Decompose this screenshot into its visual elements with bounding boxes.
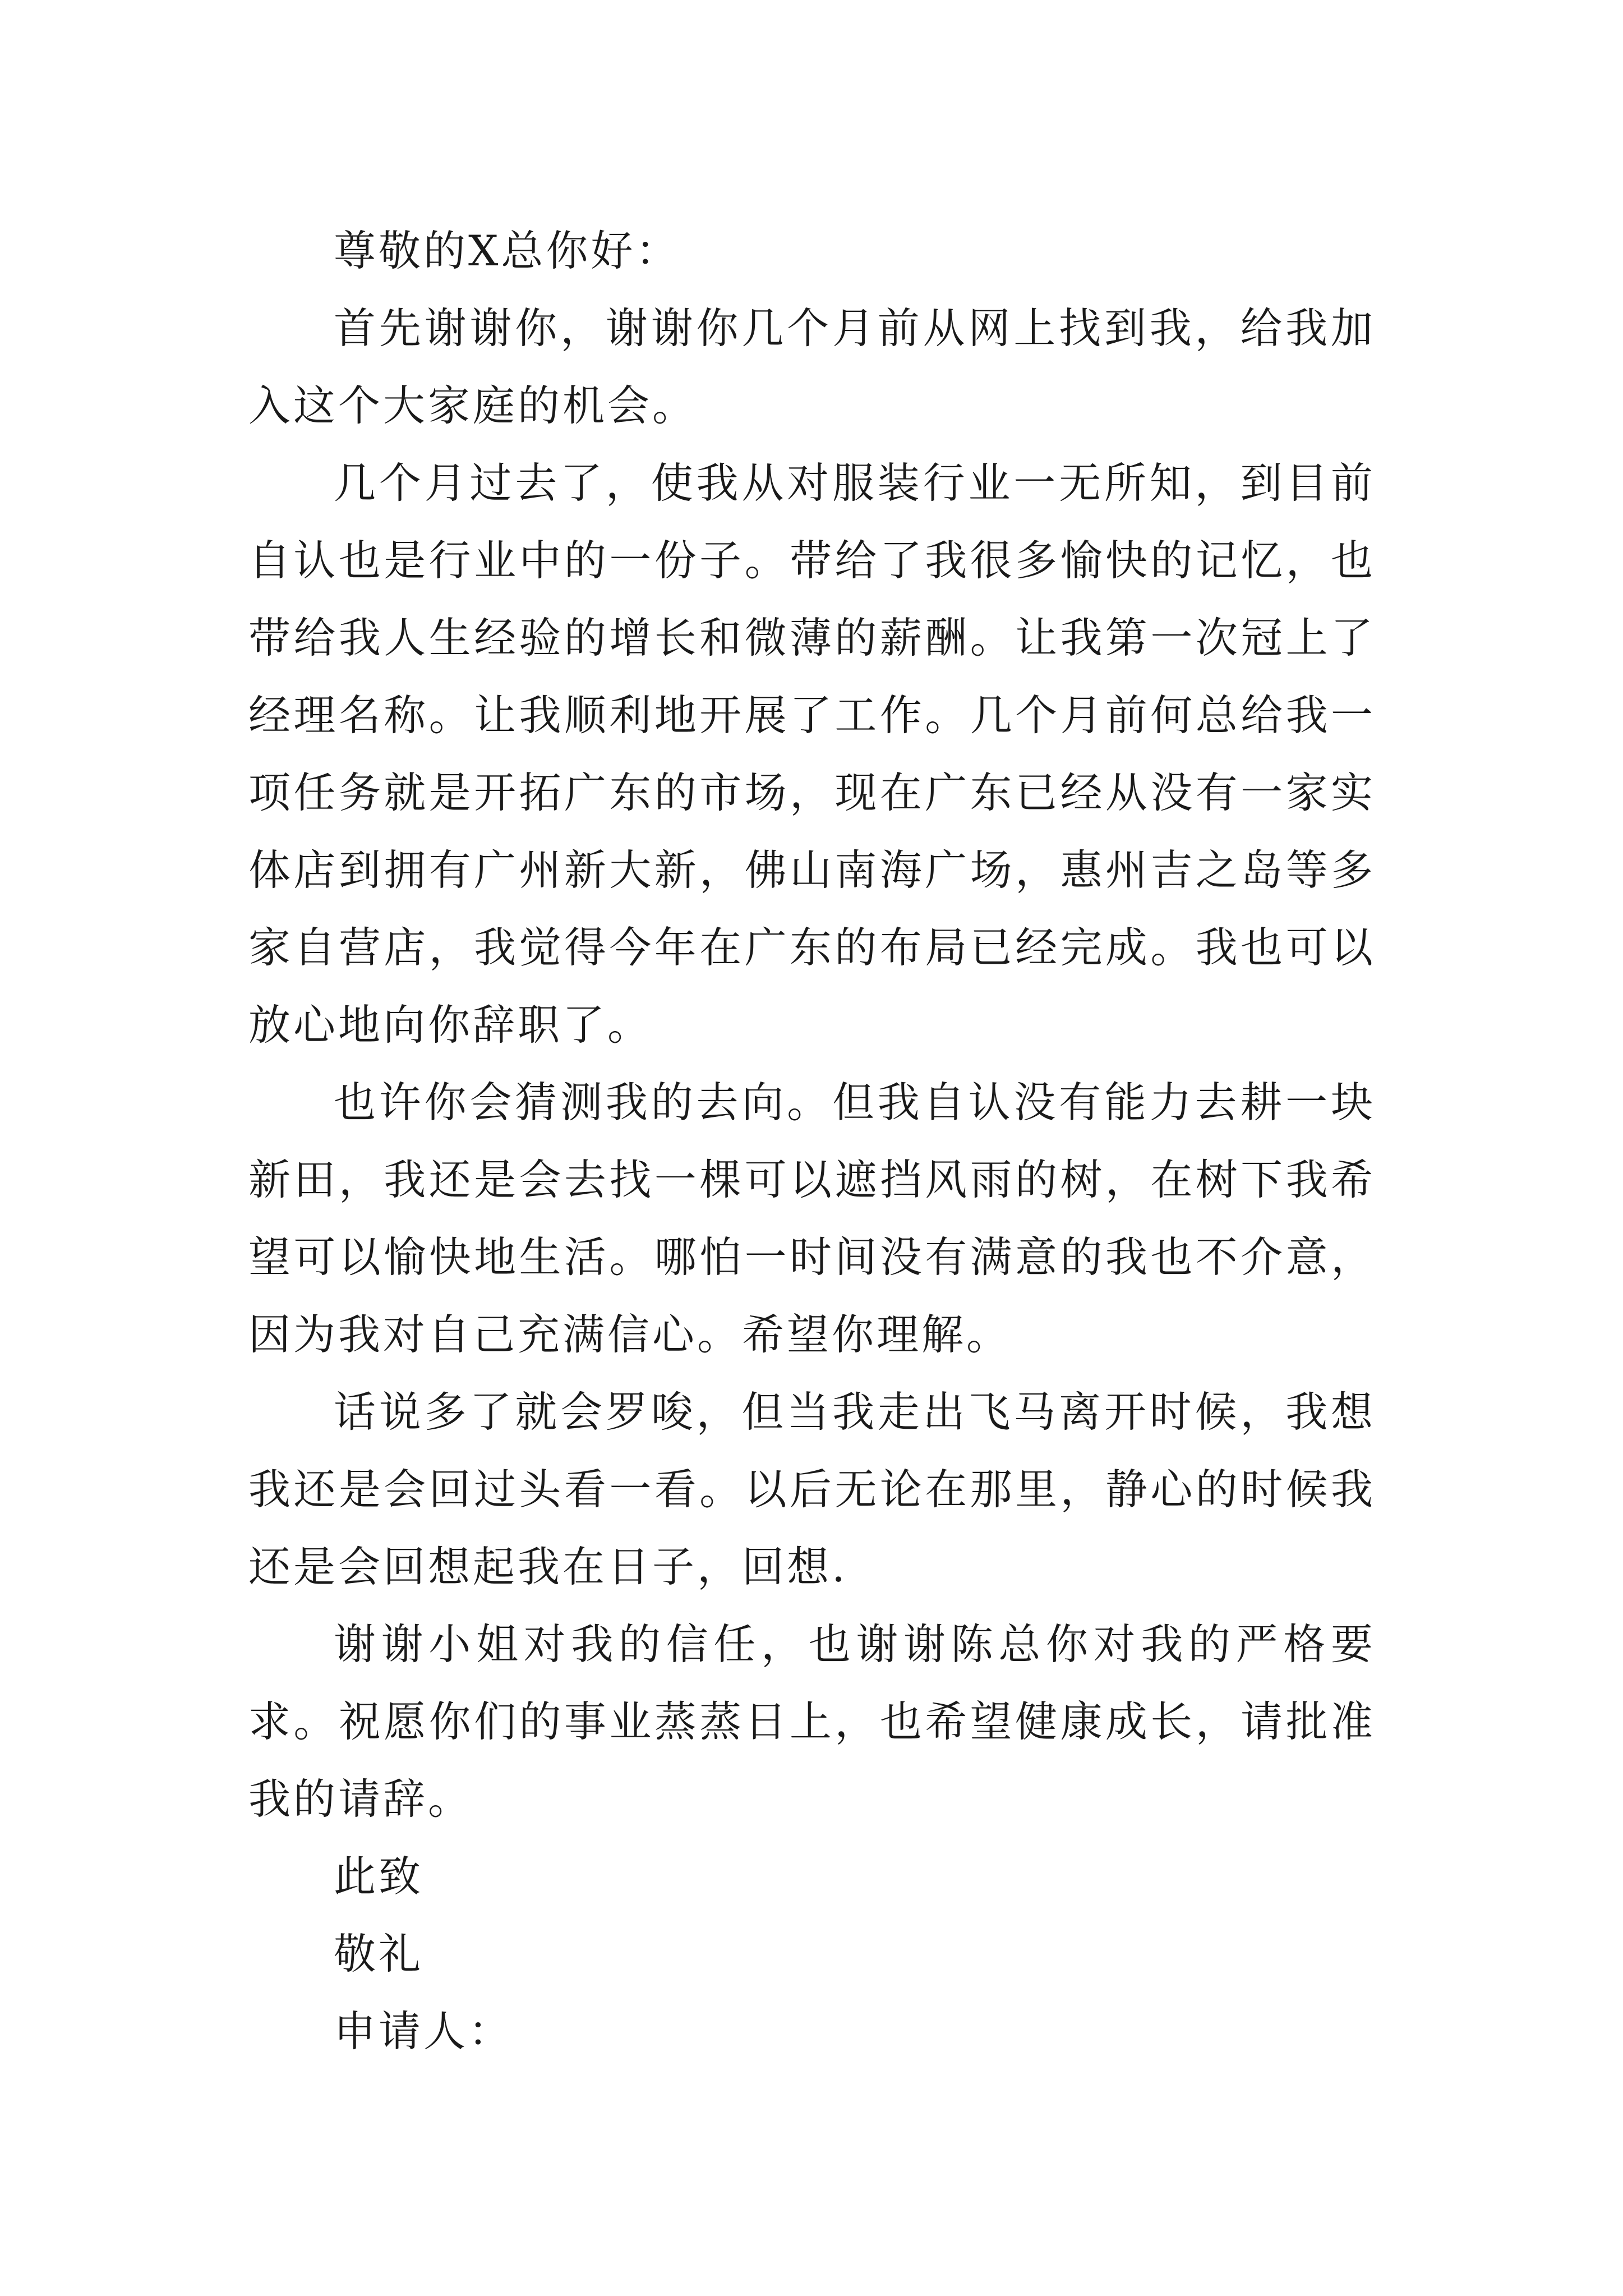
paragraph-thanks: 首先谢谢你，谢谢你几个月前从网上找到我，给我加入这个大家庭的机会。 (248, 303, 1376, 430)
paragraph-farewell: 话说多了就会罗唆，但当我走出飞马离开时候，我想我还是会回过头看一看。以后无论在那里，静心的时候我还是会回想起我在日子，回想. (248, 1387, 1376, 1591)
paragraph-experience: 几个月过去了，使我从对服装行业一无所知，到目前自认也是行业中的一份子。带给了我很多愉快的记忆，也带给我人生经验的增长和微薄的薪酬。让我第一次冠上了经理名称。让我顺利地开展了工作。几个月前何总给我一项任务就是开拓广东的市场，现在广东已经从没有一家实体店到拥有广州新大新，佛山南海广场，惠州吉之岛等多家自营店，我觉得今年在广东的布局已经完成。我也可以放心地向你辞职了。 (248, 458, 1376, 1050)
paragraph-gratitude: 谢谢小姐对我的信任，也谢谢陈总你对我的严格要求。祝愿你们的事业蒸蒸日上，也希望健康成长，请批准我的请辞。 (248, 1619, 1376, 1824)
closing-line-1: 此致 (334, 1852, 424, 1901)
salutation: 尊敬的X总你好： (334, 226, 681, 275)
paragraph-future: 也许你会猜测我的去向。但我自认没有能力去耕一块新田，我还是会去找一棵可以遮挡风雨的树，在树下我希望可以愉快地生活。哪怕一时间没有满意的我也不介意，因为我对自己充满信心。希望你理解。 (248, 1078, 1376, 1359)
applicant-label: 申请人： (334, 2007, 514, 2056)
resignation-letter (248, 212, 1376, 2070)
closing-line-2: 敬礼 (334, 1929, 424, 1978)
